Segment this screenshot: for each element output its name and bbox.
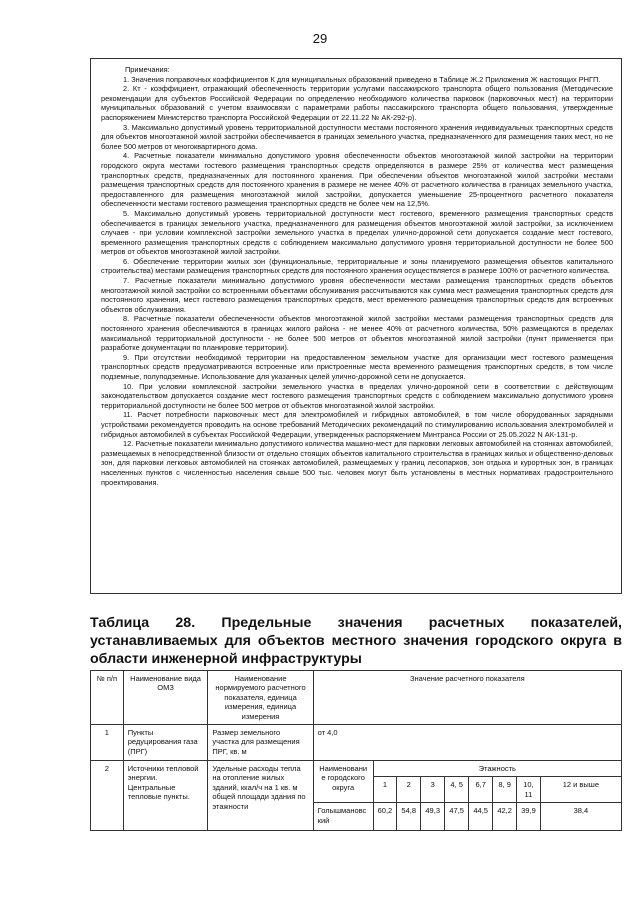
floor-cell: 6,7 <box>469 777 493 803</box>
note-7: 7. Расчетные показатели минимально допустимого уровня обеспеченности местами размещения транспортных средств объектов многоэтажной жилой застройки со встроенными объектами обслуживания рассчитываются как сумма мест размещения транспортных средств для постоянного хранения, мест гостевого размещения транспортных средств, мест временного размещения транспортных средств для встроенных объектов обслуживания. <box>101 276 613 314</box>
parameters-table <box>90 670 622 831</box>
floors-header: Этажность <box>373 761 621 777</box>
note-2: 2. Кт - коэффициент, отражающий обеспеченность территории услугами пассажирского транспорта общего пользования (Методические рекомендации для субъектов Российской Федерации по определению необходимого количества парковок (парковочных мест) на территории муниципальных образований с учетом взаимосвязи с параметрами работы пассажирского транспорта общего пользования, утвержденные распоряжением Министерство транспорта Российской Федерации от 22.11.22 № АК-292-р). <box>101 84 613 122</box>
header-indicator: Наименование нормируемого расчетного показателя, единица измерения, единица измерения <box>208 671 313 725</box>
value-cell: 54,8 <box>397 803 421 831</box>
note-9: 9. При отсутствии необходимой территории на предоставленном земельном участке для организации мест гостевого размещения транспортных средств предусматриваются встроенные или пристроенные места временного размещения транспортных средств, в том числе подземные, полуподземные. Использование для указанных целей улично-дорожной сети не допускается. <box>101 352 613 381</box>
floor-cell: 12 и выше <box>540 777 621 803</box>
row2-name: Источники тепловой энергии. Центральные тепловые пункты. <box>123 761 208 831</box>
district-header: Наименовани е городского округа <box>313 761 373 803</box>
value-cell: 39,9 <box>517 803 541 831</box>
value-cell: 49,3 <box>421 803 445 831</box>
floor-cell: 1 <box>373 777 397 803</box>
floor-cell: 8, 9 <box>493 777 517 803</box>
note-10: 10. При условии комплексной застройки земельного участка в пределах улично-дорожной сети в соответствии с действующим законодательством допускается создание мест гостевого размещения транспортных средств с соблюдением максимально допустимого уровня территориальной доступности не более 500 метров от объектов многоэтажной жилой застройки. <box>101 381 613 410</box>
note-4: 4. Расчетные показатели минимально допустимого уровня обеспеченности объектов многоэтажной жилой застройки на территории городского округа местами гостевого размещения транспортных средств определяются в размере 25% от количества мест размещения транспортных средств, предназначенных для постоянного хранения. При обеспечении объектов многоэтажной жилой застройки местами размещения транспортных средств для постоянного хранения в размере не менее 40% от расчетного количества в границах земельного участка, предоставленного для размещения многоэтажной жилой застройки, допускается уменьшение 25-процентного расчетного показателя обеспеченности местами гостевого размещения транспортных средств не более чем на 12,5%. <box>101 151 613 209</box>
row1-indicator: Размер земельного участка для размещения ПРГ, кв. м <box>208 725 313 761</box>
value-cell: 60,2 <box>373 803 397 831</box>
district-name: Голышмановс кий <box>313 803 373 831</box>
table-title: Таблица 28. Предельные значения расчетных показателей, устанавливаемых для объектов местного значения городского округа в области инженерной инфраструктуры <box>90 615 622 667</box>
row1-num: 1 <box>91 725 124 761</box>
floor-cell: 3 <box>421 777 445 803</box>
table-row <box>91 761 622 777</box>
notes-box <box>90 58 622 594</box>
row1-name: Пункты редуцирования газа (ПРГ) <box>123 725 208 761</box>
note-6: 6. Обеспечение территории жилых зон (функциональные, территориальные и зоны планируемого размещения объектов капитального строительства) местами размещения транспортных средств для постоянного хранения осуществляется в размере 100% от расчетного количества. <box>101 256 613 276</box>
header-name: Наименование вида ОМЗ <box>123 671 208 725</box>
row2-num: 2 <box>91 761 124 831</box>
table-header-row <box>91 671 622 725</box>
row1-value: от 4,0 <box>313 725 621 761</box>
header-value: Значение расчетного показателя <box>313 671 621 725</box>
floor-cell: 2 <box>397 777 421 803</box>
note-5: 5. Максимально допустимый уровень территориальной доступности мест гостевого, временного размещения транспортных средств обеспечивается в границах земельного участка, предназначенного для размещения объектов многоэтажной жилой застройки, за исключением случаев - при условии комплексной застройки земельного участка в пределах улично-дорожной сети допускается создание мест гостевого, временного размещения транспортных средств с соблюдением максимально допустимого уровня территориальной доступности не более 500 метров от объектов многоэтажной жилой застройки. <box>101 208 613 257</box>
header-num: № п/п <box>91 671 124 725</box>
note-3: 3. Максимально допустимый уровень территориальной доступности местами постоянного хранения индивидуальных транспортных средств для объектов многоэтажной жилой застройки обеспечивается в границах земельного участка, предназначенного для размещения таких мест, но не более 500 метров от многоквартирного дома. <box>101 122 613 151</box>
table-row <box>91 725 622 761</box>
note-12: 12. Расчетные показатели минимально допустимого количества машино-мест для парковки легковых автомобилей на стоянках автомобилей, размещаемых в непосредственной близости от отдельно стоящих объектов капитального строительства в границах жилых и общественно-деловых зон, для парковки легковых автомобилей на стоянках автомобилей, размещаемых у границ лесопарков, зон отдыха и курортных зон, в границах населенных пунктов с численностью населения свыше 500 тыс. человек могут быть установлены в местных нормативах градостроительного проектирования. <box>101 439 613 487</box>
note-11: 11. Расчет потребности парковочных мест для электромобилей и гибридных автомобилей, в том числе оборудованных зарядными устройствами рекомендуется проводить на основе требований Методических рекомендаций по стимулированию использования электромобилей и гибридных автомобилей в субъектах Российской Федерации, утвержденных распоряжением Минтранса России от 25.05.2022 N АК-131-р. <box>101 410 613 439</box>
floor-cell: 4, 5 <box>445 777 469 803</box>
note-8: 8. Расчетные показатели обеспеченности объектов многоэтажной жилой застройки местами размещения транспортных средств для постоянного хранения обеспечиваются в границах жилого района - не менее 40% от расчетного количества, 50% размещаются в пределах максимальной территориальной доступности - не более 500 метров от объектов многоэтажной жилой застройки (пункт применяется при разработке документации по планировке территории). <box>101 314 613 353</box>
value-cell: 42,2 <box>493 803 517 831</box>
row2-indicator: Удельные расходы тепла на отопление жилых зданий, ккал/ч на 1 кв. м общей площади здания по этажности <box>208 761 313 831</box>
value-cell: 44,5 <box>469 803 493 831</box>
page-number: 29 <box>312 31 328 46</box>
note-1: 1. Значения поправочных коэффициентов К для муниципальных образований приведено в Таблице Ж.2 Приложения Ж настоящих РНГП. <box>123 74 601 84</box>
floor-cell: 10, 11 <box>517 777 541 803</box>
notes-title: Примечания: <box>125 65 170 74</box>
value-cell: 38,4 <box>540 803 621 831</box>
value-cell: 47,5 <box>445 803 469 831</box>
